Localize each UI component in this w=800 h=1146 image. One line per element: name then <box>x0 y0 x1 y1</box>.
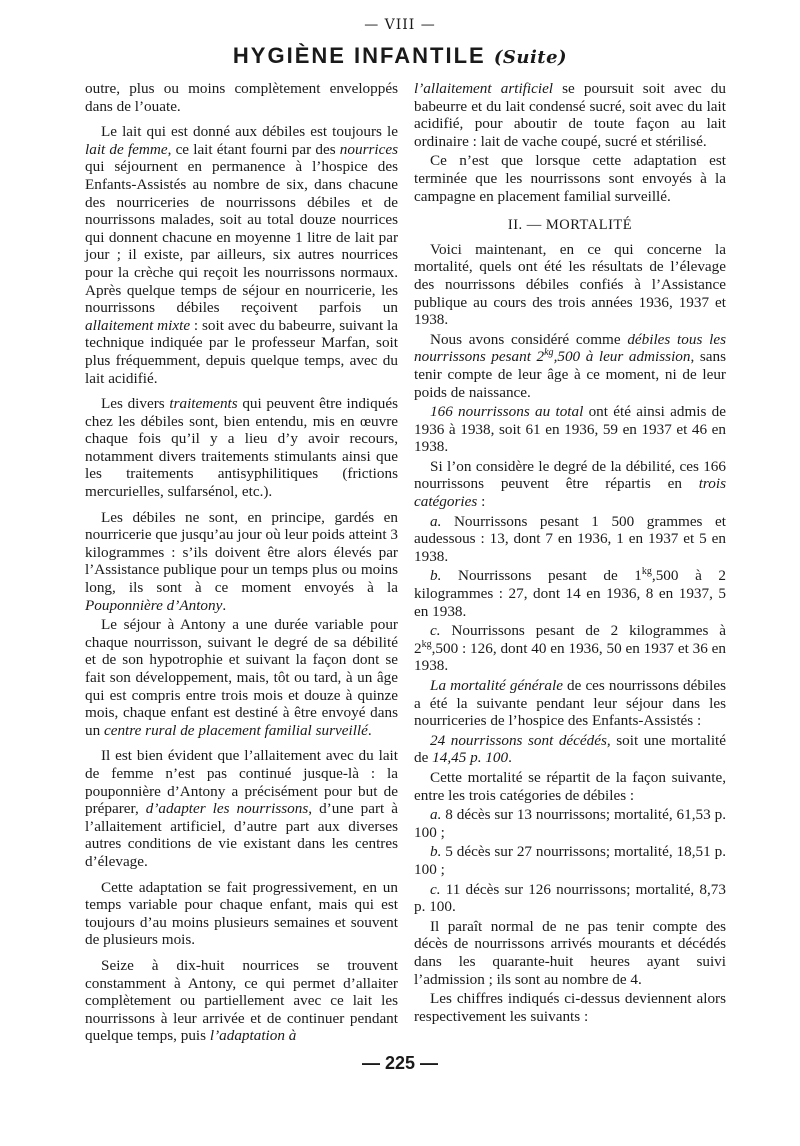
list-item: c. 11 décès sur 126 nourrissons; mortalité, 8,73 p. 100. <box>414 880 726 916</box>
paragraph: l’allaitement artificiel se poursuit soit avec du babeurre et du lait condensé sucré, soit avec du lait acidifié, pour aboutir de toute façon au lait ordinaire : lait de vache coupé, sucré et stérilisé. <box>414 80 726 150</box>
list-item: a. Nourrissons pesant 1 500 grammes et audessous : 13, dont 7 en 1936, 1 en 1937 et 5 en 1938. <box>414 512 726 565</box>
paragraph: Seize à dix-huit nourrices se trouvent constamment à Antony, ce qui permet d’allaiter complètement ou partiellement avec ce lait les nourrissons à leur arrivée et de continuer pendant quelque temps, puis l’adaptation à <box>85 956 398 1045</box>
paragraph: Si l’on considère le degré de la débilité, ces 166 nourrissons peuvent être répartis en trois catégories : <box>414 457 726 511</box>
title-suite: (Suite) <box>493 47 568 68</box>
paragraph: Nous avons considéré comme débiles tous les nourrissons pesant $2^{kg},500$ à leur admission, sans tenir compte de leur âge à ce moment, ni de leur poids de naissance. <box>414 330 726 401</box>
section-heading: II. — MORTALITÉ <box>507 217 633 234</box>
paragraph: La mortalité générale de ces nourrissons débiles a été la suivante pendant leur séjour dans les nourriceries de l’hospice des Enfants-Assistés : <box>414 677 727 730</box>
paragraph: Le séjour à Antony a une durée variable pour chaque nourrisson, suivant le degré de sa débilité et de son hypotrophie et suivant la façon dont se fait son développement, mais, tôt ou tard, à un âge qui est compris entre trois mois et douze à quinze mois, chaque enfant est destiné à être envoyé dans un centre rural de placement familial surveillé. <box>85 616 398 739</box>
paragraph: 24 nourrissons sont décédés, soit une mortalité de 14,45 p. 100. <box>414 731 726 767</box>
paragraph: Il est bien évident que l’allaitement avec du lait de femme n’est pas continué jusque-là : la pouponnière d’Antony a précisément pour but de préparer, d’adapter les nourrissons, d’une part à l’allaitement artificiel, d’autre part aux diverses autres conditions de vie existant dans les centres d’élevage. <box>85 747 398 870</box>
left-column <box>85 80 398 1045</box>
page-title <box>0 43 800 69</box>
folio-roman: — VIII — <box>364 17 436 33</box>
title-main: HYGIÈNE INFANTILE <box>232 43 486 68</box>
paragraph: Cette mortalité se répartit de la façon suivante, entre les trois catégories de débiles : <box>414 768 726 804</box>
paragraph: Les débiles ne sont, en principe, gardés en nourricerie que jusqu’au jour où leur poids atteint 3 kilogrammes : s’ils doivent être alors élevés par l’Assistance publique pour un temps plus ou moins long, ils sont à ce moment envoyés à la Pouponnière d’Antony. <box>85 508 398 614</box>
list-item: b. Nourrissons pesant de $1^{kg},500$ à 2 kilogrammes : 27, dont 14 en 1936, 8 en 1937, 5 en 1938. <box>414 566 727 620</box>
list-item: a. 8 décès sur 13 nourrissons; mortalité, 61,53 p. 100 ; <box>414 806 726 841</box>
list-item: b. 5 décès sur 27 nourrissons; mortalité, 18,51 p. 100 ; <box>414 843 726 878</box>
right-column <box>414 80 726 1025</box>
paragraph: Le lait qui est donné aux débiles est toujours le lait de femme, ce lait étant fourni par des nourrices qui séjournent en permanence à l’hospice des Enfants-Assistés au nombre de six, dans chacune des nourriceries de nourrissons débiles et de nourrissons malades, soit au total douze nourrices qui donnent chacune en moyenne 1 litre de lait par jour ; il existe, par ailleurs, six autres nourrices pour la crèche qui reçoit les nourrissons normaux. Après quelque temps de séjour en nourricerie, les nourrissons débiles reçoivent parfois un allaitement mixte : soit avec du babeurre, suivant la technique indiquée par le professeur Marfan, soit plus fréquemment, depuis quelque temps, avec du lait acidifié. <box>85 123 398 387</box>
page-number: — 225 — <box>361 1053 439 1073</box>
list-item: c. Nourrissons pesant de 2 kilogrammes à $2^{kg},500$ : 126, dont 40 en 1936, 50 en 1937 et 36 en 1938. <box>414 622 726 675</box>
paragraph: Voici maintenant, en ce qui concerne la mortalité, quels ont été les résultats de l’élevage des nourrissons débiles confiés à l’Assistance publique au cours des trois années 1936, 1937 et 1938. <box>414 240 726 329</box>
paragraph: Il paraît normal de ne pas tenir compte des décès de nourrissons arrivés mourants et décédés dans les quarante-huit heures ayant suivi l’admission ; ils sont au nombre de 4. <box>414 917 726 988</box>
paragraph: Les divers traitements qui peuvent être indiqués chez les débiles sont, bien entendu, mis en œuvre chaque fois qu’il y a lieu d’y avoir recours, notamment divers traitements stimulants ainsi que les traitements antisyphilitiques (frictions mercurielles, sulfarsénol, etc.). <box>85 395 398 501</box>
paragraph: 166 nourrissons au total ont été ainsi admis de 1936 à 1938, soit 61 en 1936, 59 en 1937 et 46 en 1938. <box>414 403 727 456</box>
paragraph: Les chiffres indiqués ci-dessus deviennent alors respectivement les suivants : <box>414 990 726 1025</box>
paragraph: Ce n’est que lorsque cette adaptation est terminée que les nourrissons sont envoyés à la campagne en placement familial surveillé. <box>414 152 726 205</box>
paragraph: Cette adaptation se fait progressivement, en un temps variable pour chaque enfant, mais qui est toujours d’au moins plusieurs semaines et souvent de plusieurs mois. <box>85 878 398 949</box>
paragraph: outre, plus ou moins complètement enveloppés dans de l’ouate. <box>85 80 398 115</box>
